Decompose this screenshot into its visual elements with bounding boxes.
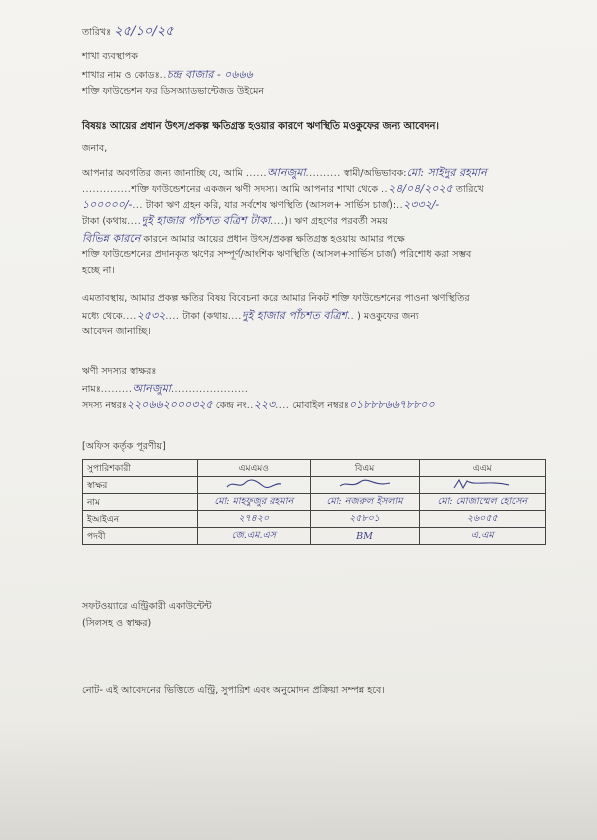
table-cell: ২৫৮০১ <box>310 511 419 528</box>
para1-text-f: টাকা (কথায় <box>82 216 128 227</box>
signature-cell <box>198 477 311 494</box>
row-label: ইআইএন <box>83 511 198 528</box>
para2-line1: এমতাবস্থায়, আমার প্রকল্প ক্ষতির বিষয় বিবেচনা করে আমার নিকট শক্তি ফাউন্ডেশনের পাওনা ঋণস্থিতির <box>82 293 470 304</box>
table-cell: ২৬০৫৫ <box>419 511 545 528</box>
note-line: নোট- এই আবেদনের ভিত্তিতে এন্ট্রি, সুপারিশ এবং অনুমোদন প্রক্রিয়া সম্পন্ন হবে। <box>82 685 385 696</box>
row-label: নাম <box>83 494 198 511</box>
para1-text-b: স্বামী/অভিভাবক: <box>343 168 407 179</box>
para1-text-g: )। ঋণ গ্রহণের পরবর্তী সময় <box>284 216 388 227</box>
org-line: শক্তি ফাউন্ডেশন ফর ডিসঅ্যাডভান্টেজড উইমেন <box>82 86 265 97</box>
table-cell: জে.এম.এস <box>198 528 311 545</box>
date-label: তারিখঃ <box>82 27 112 38</box>
para2-line3: আবেদন জানাচ্ছি। <box>82 326 151 337</box>
para2-text-c: টাকা (কথায় <box>182 311 228 322</box>
waiver-amount-handwritten: ২৫৩২ <box>136 309 166 322</box>
para2-text-b: মধ্যে থেকে <box>82 311 123 322</box>
table-row <box>83 528 546 545</box>
para1-line5 <box>82 232 405 247</box>
member-name-handwritten: আনজুমা <box>267 166 306 179</box>
row-label: স্বাক্ষর <box>83 477 198 494</box>
date-row <box>82 25 174 40</box>
para1-text-h: কারনে আমার আয়ের প্রধান উৎস/প্রকল্প ক্ষতিগ্রস্ত হওয়ায় আমার পক্ষে <box>143 234 405 245</box>
table-header-cell: এমএমও <box>198 460 311 477</box>
para1-line4: টাকা (কথায়....দুই হাজার পাঁচশত বত্রিশ টাকা....)। ঋণ গ্রহণের পরবর্তী সময় <box>82 214 388 227</box>
reason-handwritten: বিভিন্ন কারনে <box>82 232 141 245</box>
member-details-row: সদস্য নম্বরঃ২২০৬৬২০০০৩২৫ কেন্দ্র নং..২২৩.... মোবাইল নম্বরঃ০১৮৮৮৬৬৭৮৮০০ <box>82 398 435 411</box>
loan-amount-handwritten: ১০০০০০/- <box>82 198 133 211</box>
table-header-cell: সুপারিশকারী <box>83 460 198 477</box>
member-signature-label: ঋণী সদস্যর স্বাক্ষরঃ <box>82 366 157 377</box>
para2-line2: মধ্যে থেকে....২৫৩২.... টাকা (কথায়....দুই হাজার পাঁচশত বত্রিশ.. ) মওকুফের জন্য <box>82 309 419 322</box>
para1-line6: শক্তি ফাউন্ডেশনের প্রদানকৃত ঋণের সম্পূর্ণ/আংশিক ঋণস্থিতি (আসল+সার্ভিস চার্জ) পরিশোধ করা সম্ভব <box>82 249 472 260</box>
table-header-cell: বিএম <box>310 460 419 477</box>
name-row: নামঃ.........আনজুমা...................... <box>82 382 249 395</box>
table-row <box>83 511 546 528</box>
name-value: আনজুমা <box>132 382 171 395</box>
date-value: ২৫/১০/২৫ <box>114 24 174 39</box>
row-label: পদবী <box>83 528 198 545</box>
table-cell: BM <box>310 528 419 545</box>
para1-text-a: আপনার অবগতির জন্য জানাচ্ছি যে, আমি <box>82 168 243 179</box>
office-use-label: [অফিস কর্তৃক পূরণীয়] <box>82 441 166 452</box>
salutation: জনাব, <box>82 143 108 154</box>
center-label: কেন্দ্র নং <box>215 400 247 411</box>
to-line: শাখা ব্যবস্থাপক <box>82 51 138 62</box>
table-header-cell: এএম <box>419 460 545 477</box>
balance-words-handwritten: দুই হাজার পাঁচশত বত্রিশ টাকা <box>141 214 271 227</box>
branch-row: শাখার নাম ও কোডঃ..চন্দ্র বাজার - ০৬৬৬ <box>82 68 253 81</box>
table-cell: মো: মাহফুজুর রহমান <box>198 494 311 511</box>
signature-scribble <box>223 478 285 490</box>
member-no-label: সদস্য নম্বরঃ <box>82 400 127 411</box>
seal-sign-label: (সিলসহ ও স্বাক্ষর) <box>82 618 152 629</box>
guardian-handwritten: মো: সাইদুর রহমান <box>406 166 487 179</box>
para1-text-e: টাকা ঋণ গ্রহন করি, যার সর্বশেষ ঋণস্থিতি (আসল+ সার্ভিস চার্জ): <box>145 200 397 211</box>
software-entry-label: সফটওয়্যারে এন্ট্রিকারী একাউন্টেন্ট <box>82 601 212 612</box>
para1-text-c: শক্তি ফাউন্ডেশনের একজন ঋণী সদস্য। আমি আপনার শাখা থেকে <box>131 184 378 195</box>
para1-line1: আপনার অবগতির জন্য জানাচ্ছি যে, আমি ......আনজুমা.......... স্বামী/অভিভাবক:মো: সাইদুর রহমান <box>82 166 487 179</box>
signature-cell <box>310 477 419 494</box>
table-row <box>83 477 546 494</box>
table-cell: ২৭৪২০ <box>198 511 311 528</box>
signature-scribble <box>334 478 396 490</box>
table-cell: মো: মোজাম্মেল হোসেন <box>419 494 545 511</box>
approval-table <box>82 459 546 545</box>
para1-line7: হচ্ছে না। <box>82 265 115 276</box>
signature-cell <box>419 477 545 494</box>
branch-label: শাখার নাম ও কোডঃ <box>82 70 160 81</box>
para1-line3: ১০০০০০/-... টাকা ঋণ গ্রহন করি, যার সর্বশেষ ঋণস্থিতি (আসল+ সার্ভিস চার্জ):..২৩৩২/- <box>82 198 440 211</box>
balance-handwritten: ২৩৩২/- <box>403 198 440 211</box>
para2-text-d: ) মওকুফের জন্য <box>357 311 419 322</box>
center-value: ২২৩ <box>253 398 276 411</box>
table-header-row <box>83 460 546 477</box>
name-label: নামঃ <box>82 384 101 395</box>
branch-value: চন্দ্র বাজার - ০৬৬৬ <box>166 68 253 81</box>
table-cell: এ.এম <box>419 528 545 545</box>
para1-line2: ..............শক্তি ফাউন্ডেশনের একজন ঋণী সদস্য। আমি আপনার শাখা থেকে ..২৪/০৪/২০২৫ তারিখে <box>82 182 484 195</box>
para1-text-d: তারিখে <box>455 184 484 195</box>
mobile-label: মোবাইল নম্বরঃ <box>292 400 349 411</box>
loan-date-handwritten: ২৪/০৪/২০২৫ <box>388 182 453 195</box>
table-row <box>83 494 546 511</box>
member-no-value: ২২০৬৬২০০০৩২৫ <box>126 398 213 411</box>
bottom-shadow <box>0 720 597 840</box>
signature-scribble <box>451 478 513 490</box>
table-cell: মো: নজরুল ইসলাম <box>310 494 419 511</box>
mobile-value: ০১৮৮৮৬৬৭৮৮০০ <box>348 398 435 411</box>
waiver-words-handwritten: দুই হাজার পাঁচশত বত্রিশ <box>241 309 348 322</box>
subject-line: বিষয়ঃ আয়ের প্রধান উৎস/প্রকল্প ক্ষতিগ্রস্ত হওয়ার কারণে ঋণস্থিতি মওকুফের জন্য আবেদন। <box>82 121 439 132</box>
